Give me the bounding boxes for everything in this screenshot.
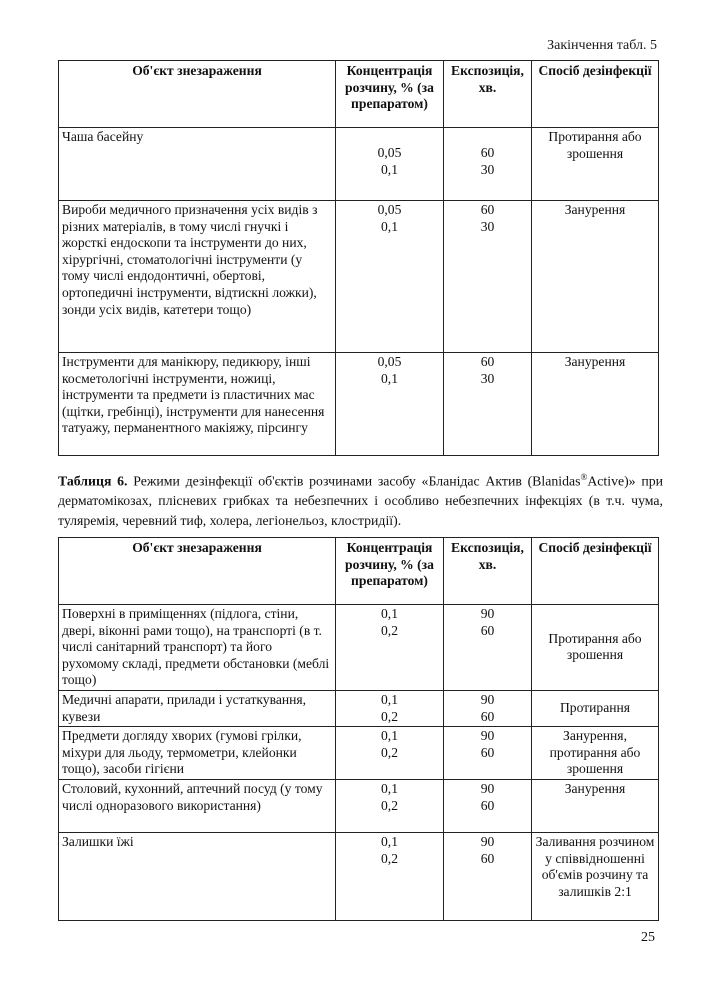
method-cell: Занурення [532, 201, 659, 353]
exposure-value: 60 [480, 202, 495, 217]
object-cell: Інструменти для манікюру, педикюру, інші косметологічні інструменти, ножиці, інструменти та предмети із пластичних мас (щітки, гребінці), інструменти для нанесення татуажу, перманентного макіяжу, пірсингу [59, 353, 336, 456]
header-method: Спосіб дезінфекції [532, 538, 659, 605]
concentration-cell [336, 780, 444, 833]
exposure-cell [444, 727, 532, 780]
object-cell: Чаша басейну [59, 128, 336, 201]
header-object: Об'єкт знезараження [59, 61, 336, 128]
object-cell: Поверхні в приміщеннях (підлога, стіни, двері, віконні рами тощо), на транспорті (в т. числі санітарний транспорт) та його рухомому складі, предмети обстановки (меблі тощо) [59, 605, 336, 691]
header-exposure: Експозиція, хв. [444, 538, 532, 605]
table-row [59, 201, 659, 353]
concentration-value: 0,1 [381, 691, 398, 707]
object-cell: Предмети догляду хворих (гумові грілки, міхури для льоду, термометри, клейонки тощо), засоби гігієни [59, 727, 336, 780]
concentration-cell [336, 833, 444, 921]
caption-label: Таблиця 6. [58, 473, 128, 489]
object-cell: Вироби медичного призначення усіх видів з різних матеріалів, в тому числі гнучкі і жорсткі ендоскопи та інструменти до них, хірургічні, стоматологічні інструменти (у тому числі ендодонтичні, обертові, ортопедичні інструменти, відтискні ложки), зонди усіх видів, катетери тощо) [59, 201, 336, 353]
concentration-value: 0,2 [381, 708, 398, 724]
table-row [59, 128, 659, 201]
concentration-value: 0,05 [377, 145, 402, 160]
concentration-value: 0,2 [381, 744, 398, 760]
registered-mark: ® [580, 472, 588, 482]
exposure-cell [444, 128, 532, 201]
concentration-cell [336, 690, 444, 726]
table-5 [58, 60, 659, 456]
exposure-cell [444, 605, 532, 691]
method-cell: Занурення [532, 353, 659, 456]
method-cell: Протирання або зрошення [532, 128, 659, 201]
header-concentration: Концентрація розчину, % (за препаратом) [336, 538, 444, 605]
concentration-cell [336, 727, 444, 780]
caption-text: Режими дезінфекції об'єктів розчинами засобу «Бланідас Актив (Blanidas [127, 473, 581, 489]
concentration-value: 0,2 [381, 850, 398, 866]
concentration-value: 0,05 [377, 354, 402, 369]
table-6 [58, 537, 659, 921]
concentration-value: 0,2 [381, 622, 398, 638]
table-row [59, 690, 659, 726]
exposure-value: 90 [480, 834, 495, 850]
concentration-value: 0,05 [377, 202, 402, 217]
method-cell: Заливання розчином у співвідношенні об'ємів розчину та залишків 2:1 [532, 833, 659, 921]
concentration-cell [336, 128, 444, 201]
object-cell: Медичні апарати, прилади і устаткування, кувези [59, 690, 336, 726]
method-cell: Занурення [532, 780, 659, 833]
concentration-value: 0,1 [381, 218, 398, 234]
header-exposure: Експозиція, хв. [444, 61, 532, 128]
exposure-value: 90 [480, 606, 495, 621]
concentration-value: 0,1 [381, 781, 398, 797]
header-concentration: Концентрація розчину, % (за препаратом) [336, 61, 444, 128]
exposure-cell [444, 833, 532, 921]
exposure-value: 60 [480, 708, 495, 724]
continuation-note: Закінчення табл. 5 [547, 38, 657, 53]
table-header-row [59, 61, 659, 128]
exposure-value: 90 [480, 728, 495, 744]
exposure-value: 90 [480, 781, 495, 797]
header-method: Спосіб дезінфекції [532, 61, 659, 128]
table-row [59, 353, 659, 456]
header-object: Об'єкт знезараження [59, 538, 336, 605]
method-cell: Протирання [532, 690, 659, 726]
concentration-value: 0,1 [381, 161, 398, 177]
caption-text-continued: Active)» при дерматомікозах, плісневих грибках та небезпечних і особливо небезпечних інфекціях (в т.ч. чума, туляремія, черевний тиф, холера, легіонельоз, клостридії). [58, 473, 663, 528]
exposure-value: 60 [480, 850, 495, 866]
table-row [59, 727, 659, 780]
exposure-value: 60 [480, 744, 495, 760]
concentration-cell [336, 605, 444, 691]
exposure-cell [444, 780, 532, 833]
table-header-row [59, 538, 659, 605]
concentration-value: 0,1 [381, 606, 398, 621]
method-cell: Занурення, протирання або зрошення [532, 727, 659, 780]
concentration-value: 0,1 [381, 834, 398, 850]
concentration-value: 0,1 [381, 728, 398, 744]
object-cell: Столовий, кухонний, аптечний посуд (у тому числі одноразового використання) [59, 780, 336, 833]
exposure-cell [444, 690, 532, 726]
table-6-caption [58, 468, 663, 530]
method-cell: Протирання або зрошення [532, 605, 659, 691]
exposure-value: 60 [480, 145, 495, 160]
exposure-cell [444, 201, 532, 353]
exposure-value: 30 [480, 161, 495, 177]
table-row [59, 605, 659, 691]
page-number: 25 [641, 930, 655, 945]
table-row [59, 833, 659, 921]
concentration-value: 0,2 [381, 797, 398, 813]
concentration-cell [336, 353, 444, 456]
table-row [59, 780, 659, 833]
exposure-value: 30 [480, 218, 495, 234]
exposure-value: 60 [480, 354, 495, 369]
exposure-value: 60 [480, 622, 495, 638]
object-cell: Залишки їжі [59, 833, 336, 921]
concentration-cell [336, 201, 444, 353]
exposure-cell [444, 353, 532, 456]
exposure-value: 30 [480, 370, 495, 386]
concentration-value: 0,1 [381, 370, 398, 386]
exposure-value: 60 [480, 797, 495, 813]
exposure-value: 90 [480, 691, 495, 707]
